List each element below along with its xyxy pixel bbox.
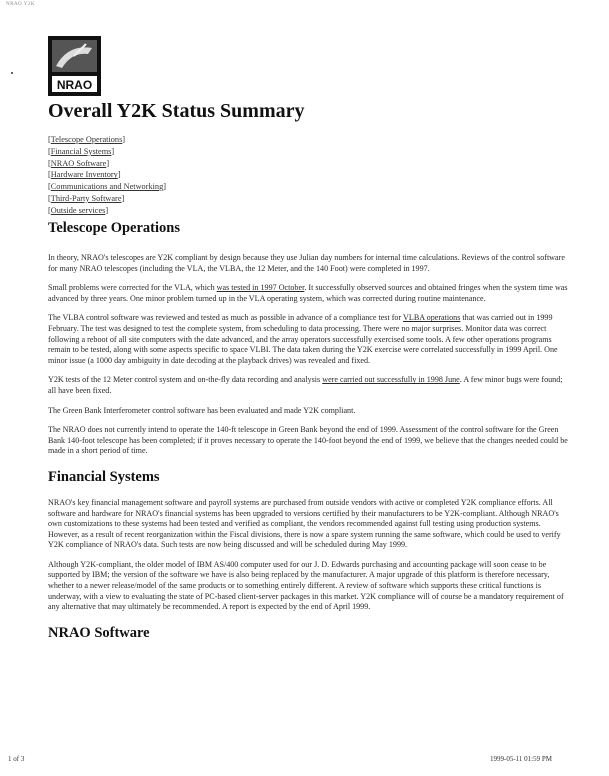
stray-dot: [11, 72, 13, 74]
section-heading-telescope-operations: Telescope Operations: [48, 220, 180, 236]
page-header-text: NRAO Y2K: [6, 2, 35, 7]
telescope-paragraph-5: The Green Bank Interferometer control software has been evaluated and made Y2K compliant.: [48, 405, 356, 415]
toc-link-nrao-software[interactable]: NRAO Software: [50, 158, 107, 168]
financial-paragraph-2: Although Y2K-compliant, the older model of IBM AS/400 computer used for our J. D. Edwards purchasing and accounting package will soon cease to be supported by IBM; the version of the software we have is also being replaced by the manufacturer. A major upgrade of this platform is therefore necessary, whether to a newer release/model of the same products or to something entirely different. A review of software which supports these critical functions is underway, with a view to evaluating the state of PC-based client-server packages in this market. Y2K compliance will of course be a mandatory requirement of any alternative that may ultimately be recommended. A report is expected by the end of April 1999.: [48, 559, 564, 612]
nrao-logo: [48, 36, 101, 96]
telescope-paragraph-2: Small problems were corrected for the VLA, which was tested in 1997 October. It successfully observed sources and obtained fringes when the system time was advanced by three years. One minor problem turned up in the VLA operating system, which was corrected during routine maintenance.: [48, 283, 568, 303]
section-heading-financial-systems: Financial Systems: [48, 468, 160, 485]
section-heading-nrao-software: NRAO Software: [48, 624, 150, 641]
telescope-paragraph-4: Y2K tests of the 12 Meter control system and on-the-fly data recording and analysis were carried out successfully in 1998 June. A few minor bugs were found; all have been fixed.: [48, 375, 563, 395]
toc-link-outside-services[interactable]: Outside services: [50, 205, 106, 215]
telescope-paragraph-3: The VLBA control software was reviewed and tested as much as possible in advance of a compliance test for VLBA operations that was carried out in 1999 February. The test was designed to test the complete system, from scheduling to data processing. There were no major surprises. Monitor data was correct following a reboot of all site computers with the date advanced, and the array operators successfully exercised some tools. A few other operations programs remain to be tested, along with some aspects specific to space VLBI. The data taken during the Y2K exercise were correlated successfully in 1999 April. One minor issue (a 1000 day ambiguity in date decoding at the playback drives) was revealed and fixed.: [48, 313, 558, 365]
page-number: 1 of 3: [8, 755, 25, 763]
table-of-contents: [Telescope Operations] [Financial Systems] [NRAO Software] [Hardware Inventory] [Communications and Networking] [Third-Party Software] [Outside services]: [48, 135, 166, 215]
print-timestamp: 1999-05-11 01:59 PM: [490, 755, 552, 763]
link-12m-tests[interactable]: were carried out successfully in 1998 June: [322, 375, 460, 385]
toc-link-third-party-software[interactable]: Third-Party Software: [50, 193, 122, 203]
financial-paragraph-1: NRAO's key financial management software and payroll systems are purchased from outside vendors with active or completed Y2K compliance efforts. All software and hardware for NRAO's financial systems has been upgraded to versions certified by their manufacturers to be Y2K-compliant. Although NRAO's own customizations to these systems had been tested and verified as compliant, the vendors recommended against full testing using production systems. However, as a result of recent reorganization within the Fiscal divisions, there is now a spare system running the same software, which could be used to verify Y2K compliance of NRAO's data. Such tests are now being discussed and will be scheduled during May 1999.: [48, 497, 561, 550]
toc-link-financial-systems[interactable]: Financial Systems: [50, 146, 112, 156]
toc-link-communications-networking[interactable]: Communications and Networking: [50, 182, 164, 192]
main-content: [48, 220, 568, 642]
link-vla-test[interactable]: was tested in 1997 October: [216, 283, 305, 293]
telescope-paragraph-6: The NRAO does not currently intend to operate the 140-ft telescope in Green Bank beyond the end of 1999. Assessment of the control software for the Green Bank 140-foot telescope has been completed; if it proves necessary to operate the 140-foot beyond the end of 1999, we believe that the changes needed could be made in a short period of time.: [48, 425, 568, 456]
toc-link-hardware-inventory[interactable]: Hardware Inventory: [50, 170, 118, 180]
link-vlba-operations[interactable]: VLBA operations: [403, 313, 461, 323]
logo-text: NRAO: [56, 78, 93, 92]
page-title: Overall Y2K Status Summary: [48, 100, 305, 122]
telescope-paragraph-1: In theory, NRAO's telescopes are Y2K compliant by design because they use Julian day numbers for internal time calculations. Reviews of the control software for many NRAO telescopes (including the VLA, the VLBA, the 12 Meter, and the 140 Foot) were completed in 1997.: [48, 253, 565, 273]
toc-link-telescope-operations[interactable]: Telescope Operations: [50, 135, 123, 144]
